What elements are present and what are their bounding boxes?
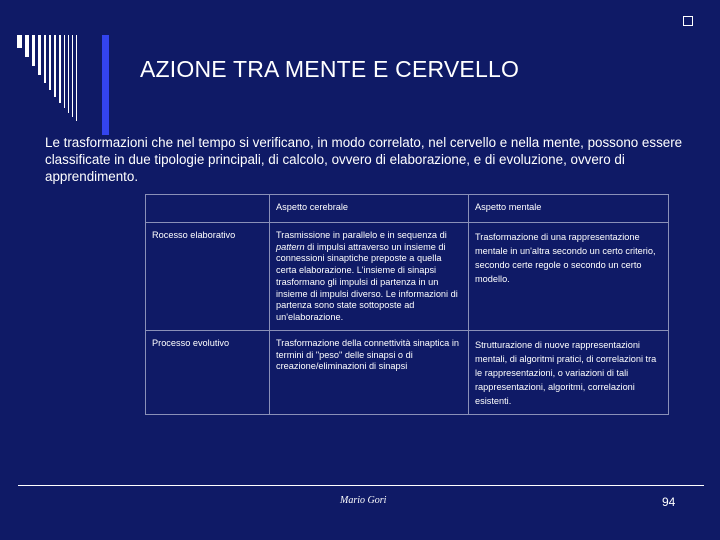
brain-cell: Trasmissione in parallelo e in sequenza di pattern di impulsi attraverso un insieme di connessioni sinaptiche preposte a quella certa elaborazione. L'insieme di sinapsi trasformano gli impulsi di partenza in un insieme di impulsi diverso. Le informazioni di partenza sono state sottoposte ad un'elaborazione. <box>270 223 469 331</box>
brain-cell: Trasformazione della connettività sinaptica in termini di "peso" delle sinapsi o di creazione/eliminazioni di sinapsi <box>270 331 469 415</box>
table-header-row <box>146 195 669 223</box>
decorative-stripes <box>17 35 122 135</box>
row-label: Processo evolutivo <box>146 331 270 415</box>
footer-divider <box>18 485 704 486</box>
corner-box <box>683 16 693 26</box>
mind-cell: Trasformazione di una rappresentazione mentale in un'altra secondo un certo criterio, secondo certe regole o secondo un certo modello. <box>469 223 669 331</box>
table-header-brain: Aspetto cerebrale <box>270 195 469 223</box>
mind-cell: Strutturazione di nuove rappresentazioni mentali, di algoritmi pratici, di correlazioni tra le rappresentazioni, o variazioni di tali rappresentazioni, algoritmi, correlazioni esistenti. <box>469 331 669 415</box>
page-number: 94 <box>662 495 676 509</box>
row-label: Rocesso elaborativo <box>146 223 270 331</box>
table-row <box>146 331 669 415</box>
footer-author: Mario Gori <box>340 495 387 506</box>
slide-title: AZIONE TRA MENTE E CERVELLO <box>140 56 520 82</box>
table-header-empty <box>146 195 270 223</box>
table-header-mind: Aspetto mentale <box>469 195 669 223</box>
intro-paragraph: Le trasformazioni che nel tempo si verificano, in modo correlato, nel cervello e nella mente, possono essere classificate in due tipologie principali, di calcolo, ovvero di elaborazione, e di evoluzione, ovvero di apprendimento. <box>45 135 683 184</box>
accent-stripe <box>102 35 109 135</box>
table-row <box>146 223 669 331</box>
comparison-table <box>145 194 669 415</box>
